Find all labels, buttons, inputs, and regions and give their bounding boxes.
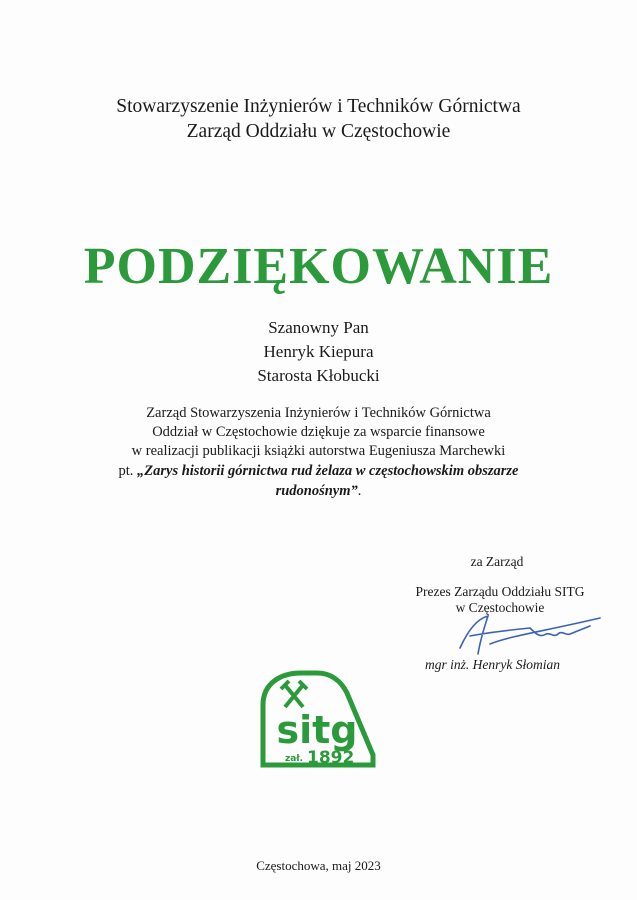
signatory-name: mgr inż. Henryk Słomian xyxy=(425,657,560,672)
body-line-book-title-end xyxy=(0,482,637,501)
hammer-pick-icon xyxy=(281,681,307,707)
logo-text: sitg xyxy=(276,708,358,752)
body-line: Oddział w Częstochowie dziękuje za wsparcie finansowe xyxy=(152,424,485,440)
addressee-name: Henryk Kiepura xyxy=(263,342,374,361)
organization-name: Stowarzyszenie Inżynierów i Techników Górnictwa xyxy=(116,96,521,117)
document-title: PODZIĘKOWANIE xyxy=(83,238,554,295)
book-title-end: rudonośnym” xyxy=(275,483,358,499)
book-title: „Zarys historii górnictwa rud żelaza w częstochowskim obszarze xyxy=(137,463,519,479)
title-prefix: pt. xyxy=(118,463,134,479)
addressee-position: Starosta Kłobucki xyxy=(257,366,380,385)
title-suffix: . xyxy=(357,483,362,499)
organization-branch: Zarząd Oddziału w Częstochowie xyxy=(186,121,451,142)
signatory-role: Prezes Zarządu Oddziału SITG xyxy=(415,584,585,599)
body-line: w realizacji publikacji książki autorstwa Eugeniusza Marchewki xyxy=(131,443,506,459)
for-board-label: za Zarząd xyxy=(470,554,524,569)
signatory-city: w Częstochowie xyxy=(455,600,545,615)
body-line-book-title xyxy=(0,462,637,481)
logo-est: zał. xyxy=(285,754,304,764)
place-and-date: Częstochowa, maj 2023 xyxy=(256,858,381,873)
salutation: Szanowny Pan xyxy=(268,318,369,337)
logo-year: 1892 xyxy=(307,748,355,768)
body-line: Zarząd Stowarzyszenia Inżynierów i Techników Górnictwa xyxy=(146,405,491,421)
sitg-logo xyxy=(255,665,380,770)
